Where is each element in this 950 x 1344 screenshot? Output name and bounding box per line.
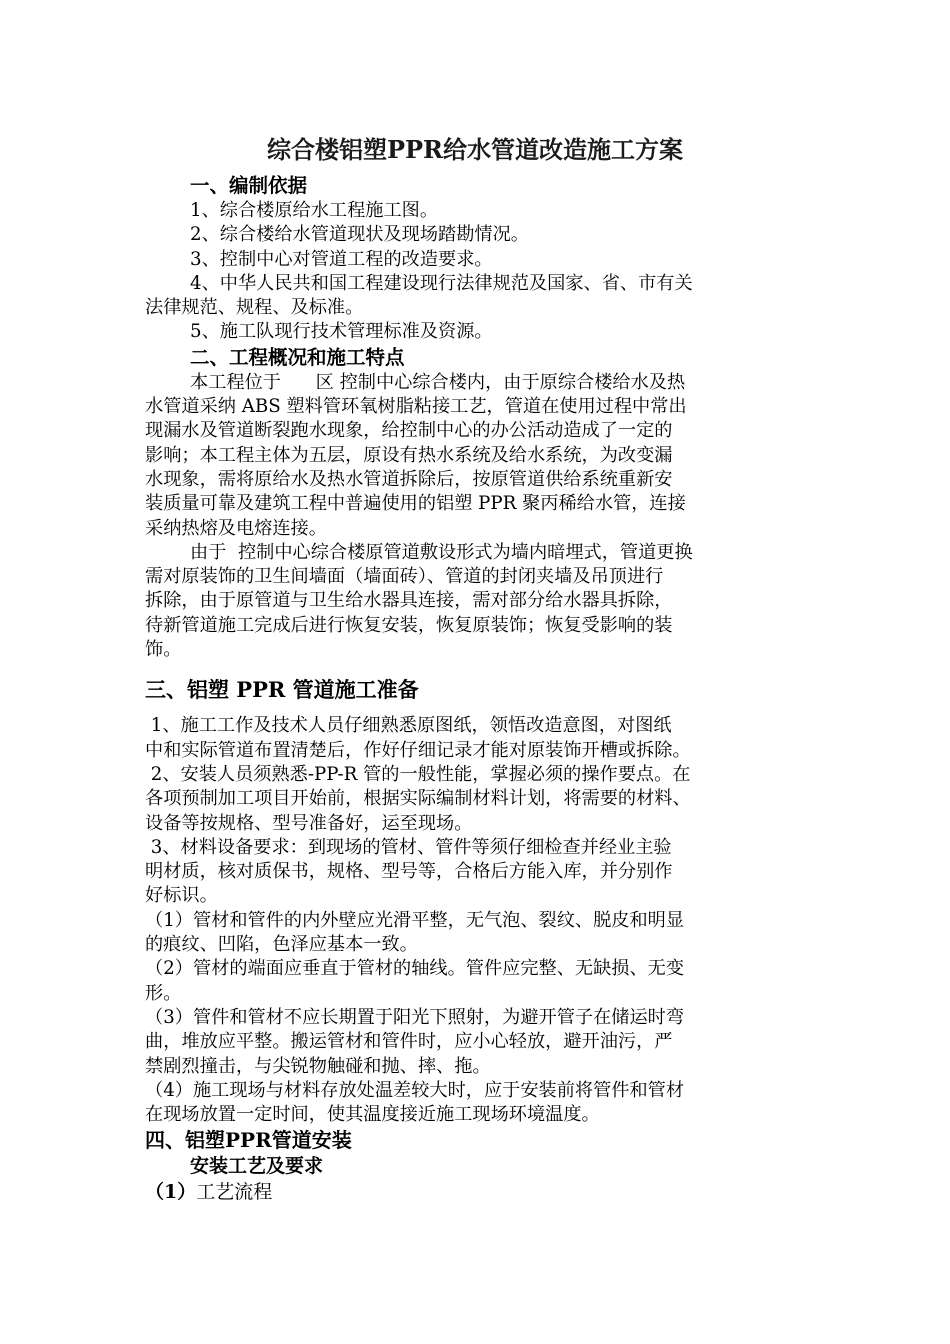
section-2-paragraph-1-line: 现漏水及管道断裂跑水现象，给控制中心的办公活动造成了一定的	[145, 420, 673, 442]
section-4-subheading: 安装工艺及要求	[190, 1155, 324, 1178]
document-body	[145, 173, 810, 1205]
section-2-heading: 二、工程概况和施工特点	[190, 345, 405, 369]
section-1-item-continued: 法律规范、规程、及标准。	[145, 297, 364, 319]
section-3-line: 1、施工工作及技术人员仔细熟悉原图纸，领悟改造意图，对图纸	[145, 715, 672, 737]
section-3-line: （3）管件和管材不应长期置于阳光下照射，为避开管子在储运时弯	[145, 1006, 685, 1028]
section-2-paragraph-2-line: 拆除，由于原管道与卫生给水器具连接，需对部分给水器具拆除，	[145, 590, 673, 612]
section-3-line: 的痕纹、凹陷，色泽应基本一致。	[145, 934, 418, 956]
section-3-line: 2、安装人员须熟悉-PP-R 管的一般性能，掌握必须的操作要点。在	[145, 763, 691, 785]
section-2-paragraph-1-line: 采纳热熔及电熔连接。	[145, 517, 327, 539]
section-3-heading: 三、铝塑 PPR 管道施工准备	[145, 677, 419, 703]
section-4-item	[145, 1179, 810, 1205]
section-3-line: （1）管材和管件的内外壁应光滑平整，无气泡、裂纹、脱皮和明显	[145, 909, 685, 931]
section-3-line: （4）施工现场与材料存放处温差较大时，应于安装前将管件和管材	[145, 1079, 685, 1101]
section-3-line: 在现场放置一定时间，使其温度接近施工现场环境温度。	[145, 1104, 600, 1126]
section-3-line: 设备等按规格、型号准备好，运至现场。	[145, 812, 473, 834]
section-2-paragraph-2-line: 待新管道施工完成后进行恢复安装，恢复原装饰；恢复受影响的装	[145, 614, 673, 636]
section-2-paragraph-2-line: 由于 控制中心综合楼原管道敷设形式为墙内暗埋式，管道更换	[190, 541, 693, 563]
section-2-paragraph-2-line: 饰。	[145, 639, 182, 661]
section-1-heading: 一、编制依据	[190, 174, 308, 197]
section-2-paragraph-1-line: 本工程位于 区 控制中心综合楼内，由于原综合楼给水及热	[190, 371, 686, 393]
section-4-heading: 四、铝塑PPR管道安装	[145, 1128, 352, 1153]
section-3-line: 中和实际管道布置清楚后，作好仔细记录才能对原装饰开槽或拆除。	[145, 739, 691, 761]
section-1-item: 1、综合楼原给水工程施工图。	[190, 200, 439, 221]
section-3-line: 禁剧烈撞击，与尖锐物触碰和抛、摔、拖。	[145, 1055, 491, 1077]
section-2-paragraph-1-line: 水管道采纳 ABS 塑料管环氧树脂粘接工艺，管道在使用过程中常出	[145, 396, 687, 418]
section-3-line: 明材质，核对质保书，规格、型号等，合格后方能入库，并分别作	[145, 861, 673, 883]
section-2-paragraph-2-line: 需对原装饰的卫生间墙面（墙面砖）、管道的封闭夹墙及吊顶进行	[145, 566, 664, 588]
section-3-line: 3、材料设备要求：到现场的管材、管件等须仔细检查并经业主验	[145, 836, 672, 858]
section-3-line: 形。	[145, 982, 182, 1004]
section-2-paragraph-1-line: 装质量可靠及建筑工程中普遍使用的铝塑 PPR 聚丙稀给水管，连接	[145, 493, 686, 515]
section-3-line: （2）管材的端面应垂直于管材的轴线。管件应完整、无缺损、无变	[145, 958, 685, 980]
section-1-item: 4、中华人民共和国工程建设现行法律规范及国家、省、市有关	[190, 272, 693, 294]
section-1-item: 2、综合楼给水管道现状及现场踏勘情况。	[190, 224, 529, 246]
section-3-line: 各项预制加工项目开始前，根据实际编制材料计划，将需要的材料、	[145, 788, 691, 810]
section-1-item: 5、施工队现行技术管理标准及资源。	[190, 321, 493, 343]
section-2-paragraph-1-line: 影响；本工程主体为五层，原设有热水系统及给水系统，为改变漏	[145, 444, 673, 466]
section-2-paragraph-1-line: 水现象，需将原给水及热水管道拆除后，按原管道供给系统重新安	[145, 468, 673, 490]
document-title: 综合楼铝塑PPR给水管道改造施工方案	[266, 135, 684, 164]
section-1-item: 3、控制中心对管道工程的改造要求。	[190, 248, 493, 270]
section-3-line: 曲，堆放应平整。搬运管材和管件时，应小心轻放，避开油污，严	[145, 1031, 673, 1053]
section-3-line: 好标识。	[145, 885, 218, 907]
section-4-item-text: 工艺流程	[196, 1181, 273, 1204]
section-4-item-number: （1）	[145, 1181, 197, 1204]
